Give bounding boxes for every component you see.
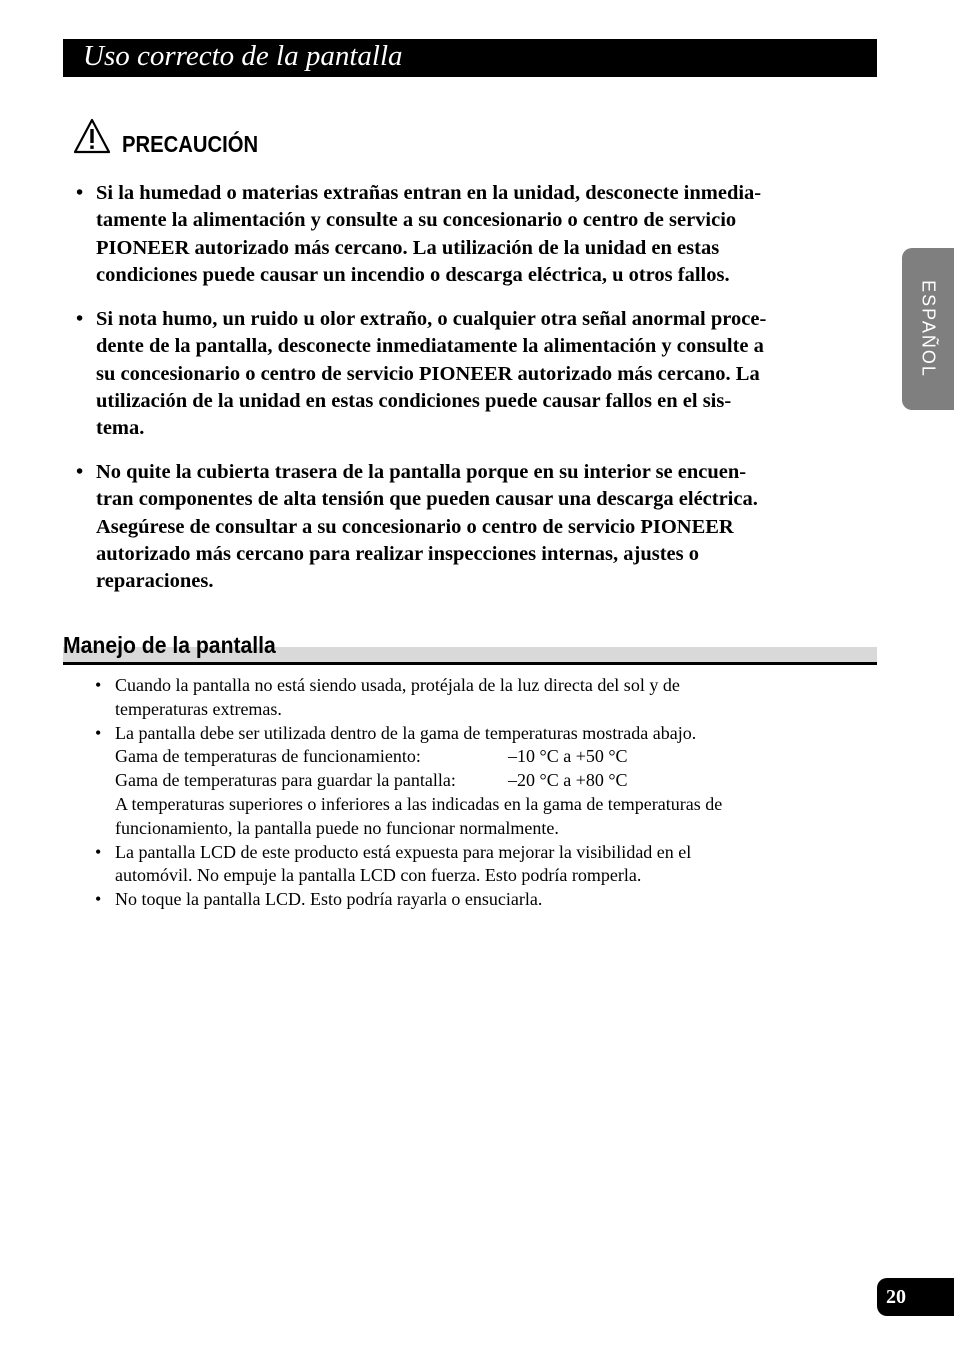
section-title-bar [63, 39, 877, 77]
text-line: PIONEER autorizado más cercano. La utilización de la unidad en estas [96, 236, 720, 259]
text-line: utilización de la unidad en estas condiciones puede causar fallos en el sis- [96, 389, 732, 412]
text-line: tamente la alimentación y consulte a su concesionario o centro de servicio [96, 209, 737, 232]
text-line: Asegúrese de consultar a su concesionario o centro de servicio PIONEER [96, 515, 734, 538]
handling-item [95, 888, 835, 912]
caution-title: PRECAUCIÓN [122, 131, 259, 157]
text-line: temperaturas extremas. [115, 698, 282, 719]
text-line: La pantalla LCD de este producto está expuesta para mejorar la visibilidad en el [115, 841, 692, 862]
handling-item [95, 722, 835, 841]
page-number: 20 [886, 1286, 906, 1308]
heading-rule [63, 662, 877, 665]
bullet: • [95, 675, 102, 695]
caution-item [76, 459, 856, 595]
bullet: • [76, 461, 84, 483]
temperature-value: –10 °C a +50 °C [508, 746, 628, 767]
page-title: Uso correcto de la pantalla [83, 40, 403, 72]
text-line: automóvil. No empuje la pantalla LCD con fuerza. Esto podría romperla. [115, 865, 642, 886]
text-line: autorizado más cercano para realizar inspecciones internas, ajustes o [96, 542, 699, 565]
text-line: No quite la cubierta trasera de la pantalla porque en su interior se encuen- [96, 461, 747, 483]
caution-item [76, 180, 856, 289]
text-line: condiciones puede causar un incendio o descarga eléctrica, u otros fallos. [96, 263, 730, 286]
bullet: • [76, 182, 84, 204]
section-title: Manejo de la pantalla [63, 632, 276, 658]
temperature-label: Gama de temperaturas para guardar la pantalla: [115, 770, 456, 791]
text-line: dente de la pantalla, desconecte inmediatamente la alimentación y consulte a [96, 335, 764, 358]
bullet: • [95, 841, 102, 862]
temperature-row [115, 769, 835, 793]
language-tab [902, 248, 954, 410]
bullet: • [95, 889, 102, 910]
text-line: funcionamiento, la pantalla puede no funcionar normalmente. [115, 817, 559, 838]
bullet: • [95, 722, 102, 743]
language-label: ESPAÑOL [918, 280, 939, 378]
page-number-tab [877, 1278, 954, 1316]
text-line: tema. [96, 417, 145, 440]
temperature-row [115, 745, 835, 769]
section-heading [63, 630, 877, 666]
text-line: reparaciones. [96, 570, 214, 593]
text-line: tran componentes de alta tensión que pueden causar una descarga eléctrica. [96, 488, 758, 511]
text-line: Si nota humo, un ruido u olor extraño, o cualquier otra señal anormal proce- [96, 308, 767, 330]
temperature-label: Gama de temperaturas de funcionamiento: [115, 746, 421, 767]
handling-item [95, 841, 835, 889]
text-line: La pantalla debe ser utilizada dentro de la gama de temperaturas mostrada abajo. [115, 722, 697, 743]
bullet: • [76, 308, 84, 330]
text-line: Si la humedad o materias extrañas entran en la unidad, desconecte inmedia- [96, 182, 762, 204]
text-line: No toque la pantalla LCD. Esto podría rayarla o ensuciarla. [115, 889, 543, 910]
warning-triangle-icon [72, 117, 112, 157]
handling-item [95, 674, 835, 722]
temperature-value: –20 °C a +80 °C [508, 770, 628, 791]
text-line: Cuando la pantalla no está siendo usada, protéjala de la luz directa del sol y de [115, 675, 680, 695]
text-line: A temperaturas superiores o inferiores a las indicadas en la gama de temperaturas de [115, 793, 723, 814]
caution-item [76, 306, 856, 442]
text-line: su concesionario o centro de servicio PIONEER autorizado más cercano. La [96, 362, 760, 385]
